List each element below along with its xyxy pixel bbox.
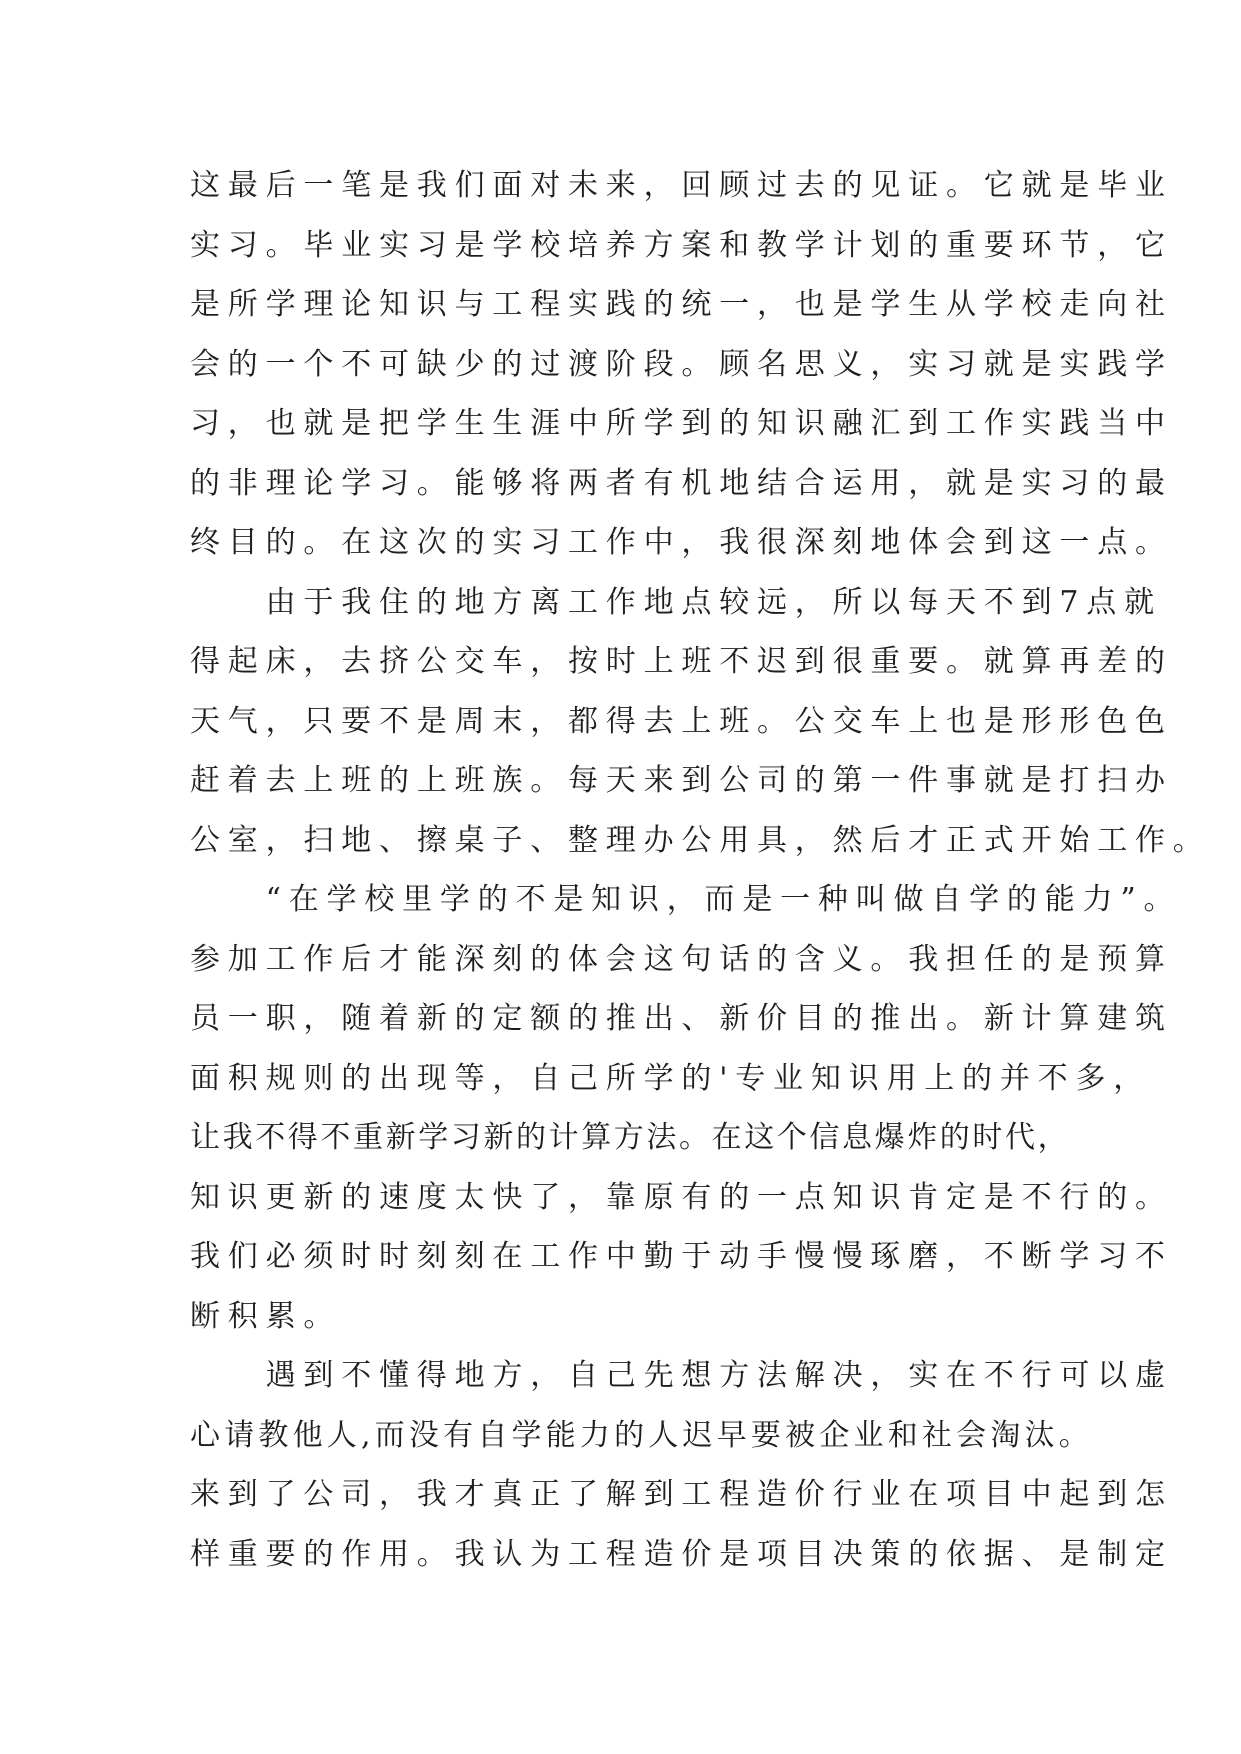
text-line: 让我不得不重新学习新的计算方法。在这个信息爆炸的时代，: [190, 1120, 1071, 1155]
body-text: [190, 156, 1211, 1584]
text-line: 终目的。在这次的实习工作中，我很深刻地体会到这一点。: [190, 525, 1173, 560]
text-line: 知识更新的速度太快了，靠原有的一点知识肯定是不行的。: [190, 1179, 1173, 1215]
text-line: 习，也就是把学生生涯中所学到的知识融汇到工作实践当中: [190, 406, 1173, 441]
text-line: 遇到不懂得地方，自己先想方法解决，实在不行可以虚: [190, 1358, 1173, 1393]
text-line: 公室，扫地、擦桌子、整理办公用具，然后才正式开始工作。: [190, 822, 1211, 858]
text-line: “在学校里学的不是知识，而是一种叫做自学的能力”。: [190, 882, 1182, 917]
text-line: 赶着去上班的上班族。每天来到公司的第一件事就是打扫办: [190, 763, 1173, 798]
text-line: 样重要的作用。我认为工程造价是项目决策的依据、是制定: [190, 1536, 1173, 1572]
text-line: 实习。毕业实习是学校培养方案和教学计划的重要环节，它: [190, 227, 1173, 263]
text-line: 是所学理论知识与工程实践的统一，也是学生从学校走向社: [190, 287, 1173, 322]
text-line: 参加工作后才能深刻的体会这句话的含义。我担任的是预算: [190, 941, 1173, 977]
text-line: 的非理论学习。能够将两者有机地结合运用，就是实习的最: [190, 465, 1173, 501]
text-line: 面积规则的出现等，自己所学的'专业知识用上的并不多，: [190, 1060, 1152, 1096]
text-line: 来到了公司，我才真正了解到工程造价行业在项目中起到怎: [190, 1477, 1173, 1512]
text-line: 我们必须时时刻刻在工作中勤于动手慢慢琢磨，不断学习不: [190, 1239, 1173, 1274]
text-line: 会的一个不可缺少的过渡阶段。顾名思义，实习就是实践学: [190, 346, 1173, 382]
text-line: 得起床，去挤公交车，按时上班不迟到很重要。就算再差的: [190, 644, 1173, 679]
text-line: 由于我住的地方离工作地点较远，所以每天不到7点就: [190, 584, 1162, 620]
text-line: 断积累。: [190, 1298, 342, 1334]
text-line: 员一职，随着新的定额的推出、新价目的推出。新计算建筑: [190, 1001, 1173, 1036]
text-line: 天气，只要不是周末，都得去上班。公交车上也是形形色色: [190, 703, 1173, 739]
text-line: 这最后一笔是我们面对未来，回顾过去的见证。它就是毕业: [190, 168, 1173, 203]
text-line: 心请教他人,而没有自学能力的人迟早要被企业和社会淘汰。: [190, 1417, 1093, 1453]
